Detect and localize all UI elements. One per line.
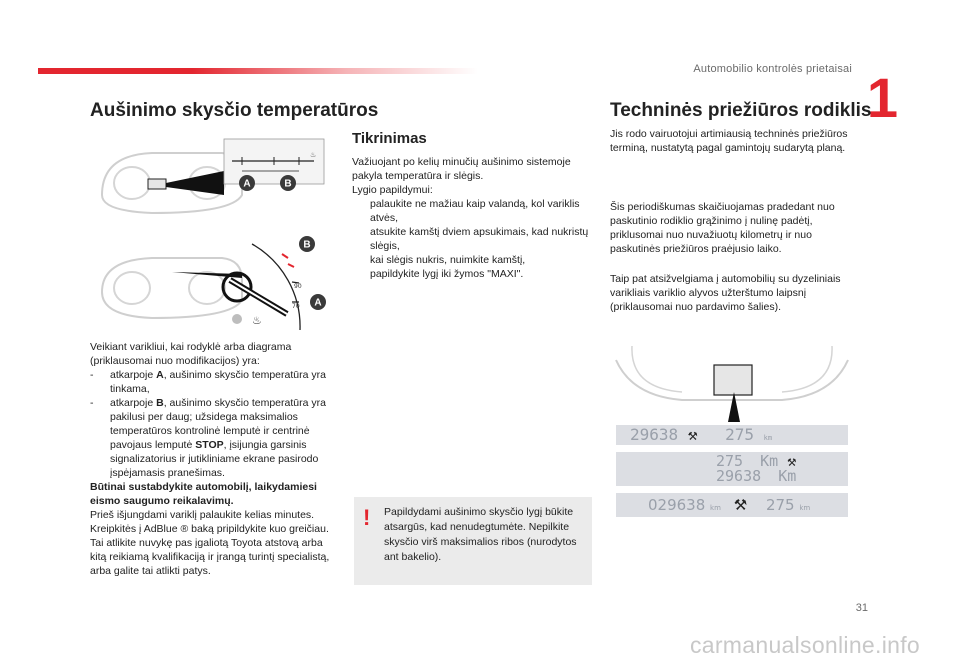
header-accent-bar xyxy=(38,68,478,74)
safety-warning: Būtinai sustabdykite automobilį, laikydamiesi eismo saugumo reikalavimų. xyxy=(90,481,317,507)
coolant-temperature-title: Aušinimo skysčio temperatūros xyxy=(90,100,379,121)
chapter-number: 1 xyxy=(866,66,898,129)
service-paragraph-3: Taip pat atsižvelgiama į automobilių su dyzeliniais varikliais variklio alyvos užterštumo laipsnį (priklausomai nuo pardavimo šalies). xyxy=(610,273,841,313)
unit-label: Km xyxy=(760,452,779,470)
wrench-icon: ⚒ xyxy=(733,496,748,514)
unit-label: Km xyxy=(778,467,797,485)
list-item: palaukite ne mažiau kaip valandą, kol variklis atvės, xyxy=(370,198,580,224)
check-section-body xyxy=(352,155,597,281)
label-a: A xyxy=(243,178,251,190)
label-b-gauge: B xyxy=(303,239,311,251)
odometer-display-2 xyxy=(616,452,848,486)
odometer-display-3 xyxy=(616,493,848,517)
service-indicator-title: Techninės priežiūros rodiklis xyxy=(610,100,872,121)
check-list xyxy=(352,197,597,281)
odometer-km: 29638 xyxy=(716,467,762,485)
coolant-section-body xyxy=(90,340,330,578)
service-cluster-illustration xyxy=(612,340,852,422)
list-item: kai slėgis nukris, nuimkite kamštį, xyxy=(370,254,526,266)
wrench-icon: ⚒ xyxy=(687,425,698,444)
wrench-icon: ⚒ xyxy=(787,452,797,470)
service-paragraph-2: Šis periodiškumas skaičiuojamas pradedant nuo paskutinio rodiklio grąžinimo į nulinę padėtį, priklusomai nuo nuvažiuotų kilometrų ir nuo paskutinės priežiūros praėjusio laiko. xyxy=(610,201,835,255)
service-range: 275 xyxy=(716,452,744,470)
unit-label: km xyxy=(710,504,721,512)
gauge-label-70: 70 xyxy=(292,303,300,310)
odometer-km: 29638 xyxy=(630,425,679,444)
label-a-gauge: A xyxy=(314,297,322,309)
watermark: carmanualsonline.info xyxy=(689,632,920,658)
cluster-gauge-illustration xyxy=(92,232,332,342)
warning-icon: ! xyxy=(363,505,371,530)
unit-label: km xyxy=(799,504,811,512)
section-title: Automobilio kontrolės prietaisai xyxy=(693,63,852,75)
check-intro: Važiuojant po kelių minučių aušinimo sistemoje pakyla temperatūra ir slėgis. xyxy=(352,156,571,182)
odometer-km: 029638 xyxy=(648,496,706,514)
list-item: papildykite lygį iki žymos "MAXI". xyxy=(370,268,524,280)
service-paragraph-1: Jis rodo vairuotojui artimiausią techninės priežiūros terminą, nustatytą pagal gamintojų sudarytą planą. xyxy=(610,128,848,154)
list-item: - atkarpoje B, aušinimo skysčio temperatūra yra pakilusi per daug; užsidega maksimalios temperatūros kontrolinė lemputė ir centrinė pavojaus lemputė STOP, įsijungia garsinis signalizatorius ir jutikliniame ekrane pasirodo įspėjamasis pranešimas. xyxy=(90,397,326,479)
svg-text:♨: ♨ xyxy=(310,151,317,159)
page-number: 31 xyxy=(855,602,868,614)
cluster-bar-illustration xyxy=(92,135,332,225)
service-range: 275 xyxy=(765,496,795,514)
gauge-label-90: 90 xyxy=(294,283,302,290)
check-label: Lygio papildymui: xyxy=(352,184,433,196)
list-item: - atkarpoje A, aušinimo skysčio temperatūra yra tinkama, xyxy=(90,369,326,395)
coolant-outro: Prieš išjungdami variklį palaukite kelias minutes. Kreipkitės į AdBlue ® baką pripildykite kuo greičiau. Tai atlikite nuvykę pas įgaliotą Toyota atstovą arba kitą reikiamą kvalifikaciją ir įrangą turintį specialistą, arba galite tai atlikti patys. xyxy=(90,509,330,577)
service-range: 275 xyxy=(725,425,754,444)
coolant-icon: ♨ xyxy=(252,314,262,327)
check-title: Tikrinimas xyxy=(352,130,427,147)
label-b: B xyxy=(284,178,292,190)
odometer-display-1 xyxy=(616,425,848,445)
coolant-intro: Veikiant varikliui, kai rodyklė arba diagrama (priklausomai nuo modifikacijos) yra: xyxy=(90,341,292,367)
unit-label: km xyxy=(763,434,773,442)
list-item: atsukite kamštį dviem apsukimais, kad nukristų slėgis, xyxy=(370,226,589,252)
warning-note-text: Papildydami aušinimo skysčio lygį būkite atsargūs, kad nenudegtumėte. Nepilkite skysčio virš maksimalios ribos (nurodytos ant bakelio). xyxy=(384,506,577,563)
warning-note xyxy=(354,497,592,585)
